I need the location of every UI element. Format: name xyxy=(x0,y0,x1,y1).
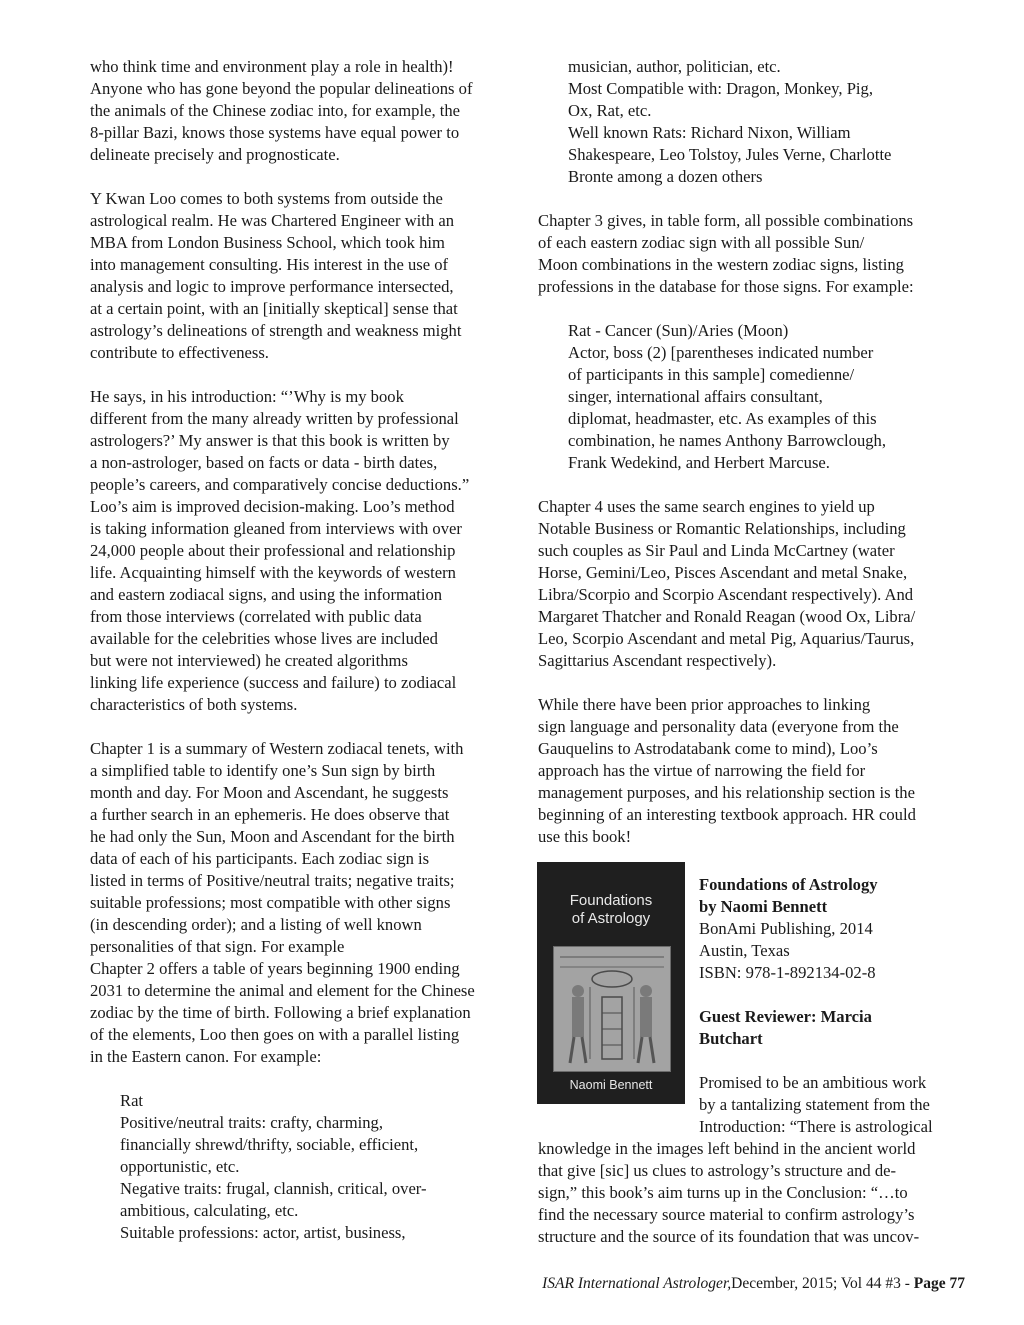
paragraph-gap xyxy=(699,1050,964,1072)
text-line: opportunistic, etc. xyxy=(120,1157,240,1176)
text-line: 24,000 people about their professional and relationship xyxy=(90,541,456,560)
book-cover-image xyxy=(537,862,685,1104)
text-line: structure and the source of its foundation that was uncov- xyxy=(538,1227,920,1246)
page-footer xyxy=(500,1274,965,1294)
text-line: While there have been prior approaches to linking xyxy=(538,695,871,714)
text-line: that give [sic] us clues to astrology’s structure and de- xyxy=(538,1161,897,1180)
text-line: approach has the virtue of narrowing the field for xyxy=(538,761,866,780)
book-cover-title-line: Foundations xyxy=(569,892,653,909)
text-line: characteristics of both systems. xyxy=(90,695,298,714)
text-line: contribute to effectiveness. xyxy=(90,343,269,362)
text-line: Leo, Scorpio Ascendant and metal Pig, Aquarius/Taurus, xyxy=(538,629,915,648)
text-line: Margaret Thatcher and Ronald Reagan (wood Ox, Libra/ xyxy=(538,607,916,626)
paragraph-gap xyxy=(538,474,966,496)
text-line: zodiac by the time of birth. Following a brief explanation xyxy=(90,1003,471,1022)
text-line: Sagittarius Ascendant respectively). xyxy=(538,651,777,670)
book-title: Foundations of Astrology xyxy=(699,875,878,894)
text-line: linking life experience (success and failure) to zodiacal xyxy=(90,673,457,692)
text-line: he had only the Sun, Moon and Ascendant for the birth xyxy=(90,827,455,846)
text-line: a non-astrologer, based on facts or data - birth dates, xyxy=(90,453,438,472)
text-line: Chapter 4 uses the same search engines to yield up xyxy=(538,497,875,516)
text-line: (in descending order); and a listing of well known xyxy=(90,915,422,934)
text-line: knowledge in the images left behind in the ancient world xyxy=(538,1139,916,1158)
text-line: He says, in his introduction: “’Why is my book xyxy=(90,387,404,406)
text-line: diplomat, headmaster, etc. As examples of this xyxy=(568,409,877,428)
text-line: beginning of an interesting textbook approach. HR could xyxy=(538,805,916,824)
text-line: combination, he names Anthony Barrowclough, xyxy=(568,431,886,450)
text-line: Notable Business or Romantic Relationships, including xyxy=(538,519,906,538)
text-line: Actor, boss (2) [parentheses indicated number xyxy=(568,343,874,362)
book-cover-title xyxy=(537,892,685,928)
paragraph-gap xyxy=(90,364,522,386)
text-line: a simplified table to identify one’s Sun sign by birth xyxy=(90,761,436,780)
text-line: who think time and environment play a role in health)! xyxy=(90,57,454,76)
text-line: financially shrewd/thrifty, sociable, efficient, xyxy=(120,1135,419,1154)
text-line: astrologers?’ My answer is that this book is written by xyxy=(90,431,450,450)
paragraph-gap xyxy=(538,188,966,210)
text-line: 8-pillar Bazi, knows those systems have equal power to xyxy=(90,123,460,142)
text-line: is taking information gleaned from interviews with over xyxy=(90,519,462,538)
text-line: sign,” this book’s aim turns up in the Conclusion: “…to xyxy=(538,1183,908,1202)
paragraph-gap xyxy=(699,984,964,1006)
text-line: and eastern zodiacal signs, and using the information xyxy=(90,585,443,604)
text-line: singer, international affairs consultant, xyxy=(568,387,823,406)
text-line: of participants in this sample] comedienne/ xyxy=(568,365,855,384)
egyptian-relief-illustration xyxy=(554,947,670,1071)
text-line: sign language and personality data (everyone from the xyxy=(538,717,899,736)
text-line: Ox, Rat, etc. xyxy=(568,101,652,120)
review-text-line: Promised to be an ambitious work xyxy=(699,1073,927,1092)
text-line: Loo’s aim is improved decision-making. Loo’s method xyxy=(90,497,455,516)
text-line: Rat - Cancer (Sun)/Aries (Moon) xyxy=(568,321,789,340)
text-line: management purposes, and his relationship section is the xyxy=(538,783,915,802)
journal-name: ISAR International Astrologer, xyxy=(542,1275,732,1292)
right-column xyxy=(538,56,966,848)
book-cover-artwork xyxy=(553,946,671,1072)
text-line: available for the celebrities whose lives are included xyxy=(90,629,438,648)
text-line: listed in terms of Positive/neutral traits; negative traits; xyxy=(90,871,455,890)
review-text-line: Introduction: “There is astrological xyxy=(699,1117,933,1136)
text-line: Negative traits: frugal, clannish, critical, over- xyxy=(120,1179,427,1198)
text-line: of each eastern zodiac sign with all possible Sun/ xyxy=(538,233,865,252)
text-line: Positive/neutral traits: crafty, charming, xyxy=(120,1113,383,1132)
text-line: Anyone who has gone beyond the popular delineations of xyxy=(90,79,473,98)
text-line: of the elements, Loo then goes on with a parallel listing xyxy=(90,1025,460,1044)
text-line: in the Eastern canon. For example: xyxy=(90,1047,322,1066)
text-line: data of each of his participants. Each zodiac sign is xyxy=(90,849,430,868)
text-line: Most Compatible with: Dragon, Monkey, Pig, xyxy=(568,79,873,98)
text-line: Y Kwan Loo comes to both systems from outside the xyxy=(90,189,443,208)
text-line: suitable professions; most compatible with other signs xyxy=(90,893,451,912)
text-line: MBA from London Business School, which took him xyxy=(90,233,445,252)
text-line: Suitable professions: actor, artist, business, xyxy=(120,1223,406,1242)
text-line: from those interviews (correlated with public data xyxy=(90,607,422,626)
book-info-block xyxy=(699,874,964,1138)
text-line: the animals of the Chinese zodiac into, for example, the xyxy=(90,101,461,120)
text-line: people’s careers, and comparatively concise deductions.” xyxy=(90,475,470,494)
guest-reviewer: Butchart xyxy=(699,1029,763,1048)
text-line: into management consulting. His interest in the use of xyxy=(90,255,449,274)
paragraph-gap xyxy=(538,298,966,320)
text-line: but were not interviewed) he created algorithms xyxy=(90,651,408,670)
book-author: by Naomi Bennett xyxy=(699,897,828,916)
review-continuation xyxy=(538,1138,966,1248)
text-line: personalities of that sign. For example xyxy=(90,937,345,956)
text-line: Gauquelins to Astrodatabank come to mind), Loo’s xyxy=(538,739,878,758)
text-line: 2031 to determine the animal and element for the Chinese xyxy=(90,981,475,1000)
text-line: Chapter 3 gives, in table form, all possible combinations xyxy=(538,211,914,230)
text-line: Well known Rats: Richard Nixon, William xyxy=(568,123,851,142)
text-line: at a certain point, with an [initially skeptical] sense that xyxy=(90,299,458,318)
text-line: Moon combinations in the western zodiac signs, listing xyxy=(538,255,904,274)
review-text-line: by a tantalizing statement from the xyxy=(699,1095,930,1114)
paragraph-gap xyxy=(538,672,966,694)
text-line: Chapter 2 offers a table of years beginning 1900 ending xyxy=(90,959,460,978)
book-location: Austin, Texas xyxy=(699,941,790,960)
text-line: Chapter 1 is a summary of Western zodiacal tenets, with xyxy=(90,739,464,758)
text-line: Shakespeare, Leo Tolstoy, Jules Verne, Charlotte xyxy=(568,145,892,164)
text-line: Libra/Scorpio and Scorpio Ascendant respectively). And xyxy=(538,585,914,604)
text-line: astrological realm. He was Chartered Engineer with an xyxy=(90,211,455,230)
text-line: Rat xyxy=(120,1091,144,1110)
text-line: Horse, Gemini/Leo, Pisces Ascendant and metal Snake, xyxy=(538,563,908,582)
paragraph-gap xyxy=(90,166,522,188)
book-cover-title-line: of Astrology xyxy=(571,910,651,927)
left-column xyxy=(90,56,522,1244)
text-line: use this book! xyxy=(538,827,632,846)
book-publisher: BonAmi Publishing, 2014 xyxy=(699,919,873,938)
text-line: life. Acquainting himself with the keywords of western xyxy=(90,563,456,582)
book-isbn: ISBN: 978-1-892134-02-8 xyxy=(699,963,876,982)
text-line: such couples as Sir Paul and Linda McCartney (water xyxy=(538,541,895,560)
text-line: a further search in an ephemeris. He does observe that xyxy=(90,805,450,824)
paragraph-gap xyxy=(90,716,522,738)
guest-reviewer: Guest Reviewer: Marcia xyxy=(699,1007,872,1026)
text-line: delineate precisely and prognosticate. xyxy=(90,145,340,164)
paragraph-gap xyxy=(90,1068,522,1090)
issue-info: December, 2015; Vol 44 #3 - xyxy=(731,1275,914,1292)
text-line: different from the many already written by professional xyxy=(90,409,459,428)
text-line: analysis and logic to improve performance intersected, xyxy=(90,277,454,296)
text-line: Frank Wedekind, and Herbert Marcuse. xyxy=(568,453,830,472)
text-line: find the necessary source material to confirm astrology’s xyxy=(538,1205,915,1224)
text-line: Bronte among a dozen others xyxy=(568,167,763,186)
text-line: ambitious, calculating, etc. xyxy=(120,1201,299,1220)
text-line: professions in the database for those signs. For example: xyxy=(538,277,914,296)
book-cover-author: Naomi Bennett xyxy=(569,1078,653,1092)
text-line: astrology’s delineations of strength and weakness might xyxy=(90,321,462,340)
text-line: month and day. For Moon and Ascendant, he suggests xyxy=(90,783,449,802)
page-number: Page 77 xyxy=(913,1275,965,1292)
text-line: musician, author, politician, etc. xyxy=(568,57,781,76)
